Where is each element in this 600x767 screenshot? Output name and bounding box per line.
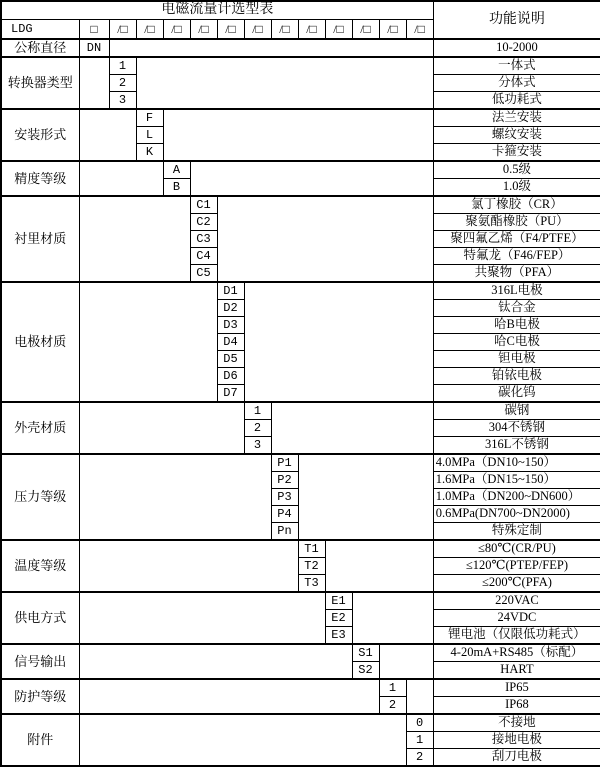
desc-cell: 分体式 xyxy=(433,75,600,92)
code-cell: D6 xyxy=(217,368,244,385)
desc-cell: 氯丁橡胶（CR） xyxy=(433,196,600,214)
model-slot-7: /□ xyxy=(271,20,298,40)
code-cell: D1 xyxy=(217,282,244,300)
model-slot-1: /□ xyxy=(109,20,136,40)
code-cell: 1 xyxy=(379,679,406,697)
spacer-cell xyxy=(136,57,433,109)
desc-cell: 316L电极 xyxy=(433,282,600,300)
model-slot-12: /□ xyxy=(406,20,433,40)
desc-cell: 10-2000 xyxy=(433,39,600,57)
spacer-cell xyxy=(379,644,433,679)
code-cell: C2 xyxy=(190,214,217,231)
desc-cell: 钛合金 xyxy=(433,300,600,317)
group-label-pressure-rating: 压力等级 xyxy=(1,454,79,540)
group-label-power-supply: 供电方式 xyxy=(1,592,79,644)
desc-cell: 接地电极 xyxy=(433,732,600,749)
spacer-cell xyxy=(244,282,433,402)
group-label-temperature-rating: 温度等级 xyxy=(1,540,79,592)
desc-cell: 4.0MPa（DN10~150） xyxy=(433,454,600,472)
code-cell: 3 xyxy=(109,92,136,110)
desc-cell: HART xyxy=(433,662,600,680)
model-slot-8: /□ xyxy=(298,20,325,40)
code-cell: 3 xyxy=(244,437,271,455)
spacer-cell xyxy=(217,196,433,282)
spacer-cell xyxy=(79,714,406,766)
code-cell: 2 xyxy=(379,697,406,715)
desc-cell: 共聚物（PFA） xyxy=(433,265,600,283)
spacer-cell xyxy=(79,540,298,592)
spacer-cell xyxy=(79,109,136,161)
model-slot-5: /□ xyxy=(217,20,244,40)
code-cell: S2 xyxy=(352,662,379,680)
desc-cell: 1.6MPa（DN15~150） xyxy=(433,472,600,489)
group-label-accuracy-class: 精度等级 xyxy=(1,161,79,196)
desc-cell: 铂铱电极 xyxy=(433,368,600,385)
desc-cell: 4-20mA+RS485（标配） xyxy=(433,644,600,662)
desc-cell: 特氟龙（F46/FEP） xyxy=(433,248,600,265)
desc-cell: 锂电池（仅限低功耗式） xyxy=(433,627,600,645)
function-column-header: 功能说明 xyxy=(433,1,600,39)
model-prefix: LDG xyxy=(1,20,79,40)
desc-cell: 螺纹安装 xyxy=(433,127,600,144)
spacer-cell xyxy=(79,282,217,402)
model-slot-3: /□ xyxy=(163,20,190,40)
desc-cell: 碳化钨 xyxy=(433,385,600,403)
spacer-cell xyxy=(79,161,163,196)
desc-cell: 0.6MPa(DN700~DN2000) xyxy=(433,506,600,523)
group-label-protection-rating: 防护等级 xyxy=(1,679,79,714)
model-slot-6: /□ xyxy=(244,20,271,40)
model-slot-11: /□ xyxy=(379,20,406,40)
code-cell: P3 xyxy=(271,489,298,506)
spacer-cell xyxy=(79,592,325,644)
spacer-cell xyxy=(109,39,433,57)
spacer-cell xyxy=(79,679,379,714)
code-cell: P2 xyxy=(271,472,298,489)
desc-cell: IP68 xyxy=(433,697,600,715)
desc-cell: IP65 xyxy=(433,679,600,697)
spacer-cell xyxy=(190,161,433,196)
desc-cell: 220VAC xyxy=(433,592,600,610)
code-cell: 2 xyxy=(244,420,271,437)
desc-cell: 特殊定制 xyxy=(433,523,600,541)
desc-cell: 碳钢 xyxy=(433,402,600,420)
model-base-box: □ xyxy=(79,20,109,40)
desc-cell: 法兰安装 xyxy=(433,109,600,127)
code-cell: F xyxy=(136,109,163,127)
code-cell: E2 xyxy=(325,610,352,627)
desc-cell: 316L不锈钢 xyxy=(433,437,600,455)
model-slot-2: /□ xyxy=(136,20,163,40)
group-label-lining-material: 衬里材质 xyxy=(1,196,79,282)
group-label-housing-material: 外壳材质 xyxy=(1,402,79,454)
code-cell: C1 xyxy=(190,196,217,214)
model-slot-9: /□ xyxy=(325,20,352,40)
code-cell: C5 xyxy=(190,265,217,283)
code-cell: P1 xyxy=(271,454,298,472)
group-label-converter-type: 转换器类型 xyxy=(1,57,79,109)
code-cell: A xyxy=(163,161,190,179)
code-cell: 2 xyxy=(109,75,136,92)
desc-cell: 304不锈钢 xyxy=(433,420,600,437)
code-cell: C4 xyxy=(190,248,217,265)
code-cell: 2 xyxy=(406,749,433,767)
code-cell: T1 xyxy=(298,540,325,558)
group-label-electrode-material: 电极材质 xyxy=(1,282,79,402)
code-cell: DN xyxy=(79,39,109,57)
group-label-installation-type: 安装形式 xyxy=(1,109,79,161)
spacer-cell xyxy=(79,454,271,540)
desc-cell: 1.0级 xyxy=(433,179,600,197)
code-cell: 1 xyxy=(244,402,271,420)
desc-cell: ≤80℃(CR/PU) xyxy=(433,540,600,558)
spacer-cell xyxy=(79,196,190,282)
desc-cell: 哈B电极 xyxy=(433,317,600,334)
spacer-cell xyxy=(163,109,433,161)
code-cell: D7 xyxy=(217,385,244,403)
spacer-cell xyxy=(298,454,433,540)
code-cell: Pn xyxy=(271,523,298,541)
code-cell: C3 xyxy=(190,231,217,248)
spacer-cell xyxy=(352,592,433,644)
code-cell: T2 xyxy=(298,558,325,575)
spacer-cell xyxy=(79,57,109,109)
desc-cell: 不接地 xyxy=(433,714,600,732)
desc-cell: 聚氨酯橡胶（PU） xyxy=(433,214,600,231)
spacer-cell xyxy=(406,679,433,714)
desc-cell: ≤120℃(PTEP/FEP) xyxy=(433,558,600,575)
code-cell: 0 xyxy=(406,714,433,732)
desc-cell: 1.0MPa（DN200~DN600） xyxy=(433,489,600,506)
desc-cell: 卡箍安装 xyxy=(433,144,600,162)
code-cell: D2 xyxy=(217,300,244,317)
desc-cell: ≤200℃(PFA) xyxy=(433,575,600,593)
desc-cell: 0.5级 xyxy=(433,161,600,179)
code-cell: D4 xyxy=(217,334,244,351)
desc-cell: 钽电极 xyxy=(433,351,600,368)
code-cell: P4 xyxy=(271,506,298,523)
desc-cell: 哈C电极 xyxy=(433,334,600,351)
code-cell: 1 xyxy=(109,57,136,75)
spacer-cell xyxy=(79,644,352,679)
model-slot-10: /□ xyxy=(352,20,379,40)
code-cell: E1 xyxy=(325,592,352,610)
code-cell: D5 xyxy=(217,351,244,368)
desc-cell: 聚四氟乙烯（F4/PTFE） xyxy=(433,231,600,248)
desc-cell: 刮刀电极 xyxy=(433,749,600,767)
spacer-cell xyxy=(325,540,433,592)
code-cell: K xyxy=(136,144,163,162)
code-cell: 1 xyxy=(406,732,433,749)
group-label-accessories: 附件 xyxy=(1,714,79,766)
model-slot-4: /□ xyxy=(190,20,217,40)
code-cell: D3 xyxy=(217,317,244,334)
spacer-cell xyxy=(79,402,244,454)
page-title: 电磁流量计选型表 xyxy=(1,1,433,20)
group-label-nominal-diameter: 公称直径 xyxy=(1,39,79,57)
code-cell: S1 xyxy=(352,644,379,662)
group-label-signal-output: 信号输出 xyxy=(1,644,79,679)
desc-cell: 一体式 xyxy=(433,57,600,75)
code-cell: E3 xyxy=(325,627,352,645)
code-cell: T3 xyxy=(298,575,325,593)
code-cell: L xyxy=(136,127,163,144)
spacer-cell xyxy=(271,402,433,454)
desc-cell: 低功耗式 xyxy=(433,92,600,110)
desc-cell: 24VDC xyxy=(433,610,600,627)
code-cell: B xyxy=(163,179,190,197)
